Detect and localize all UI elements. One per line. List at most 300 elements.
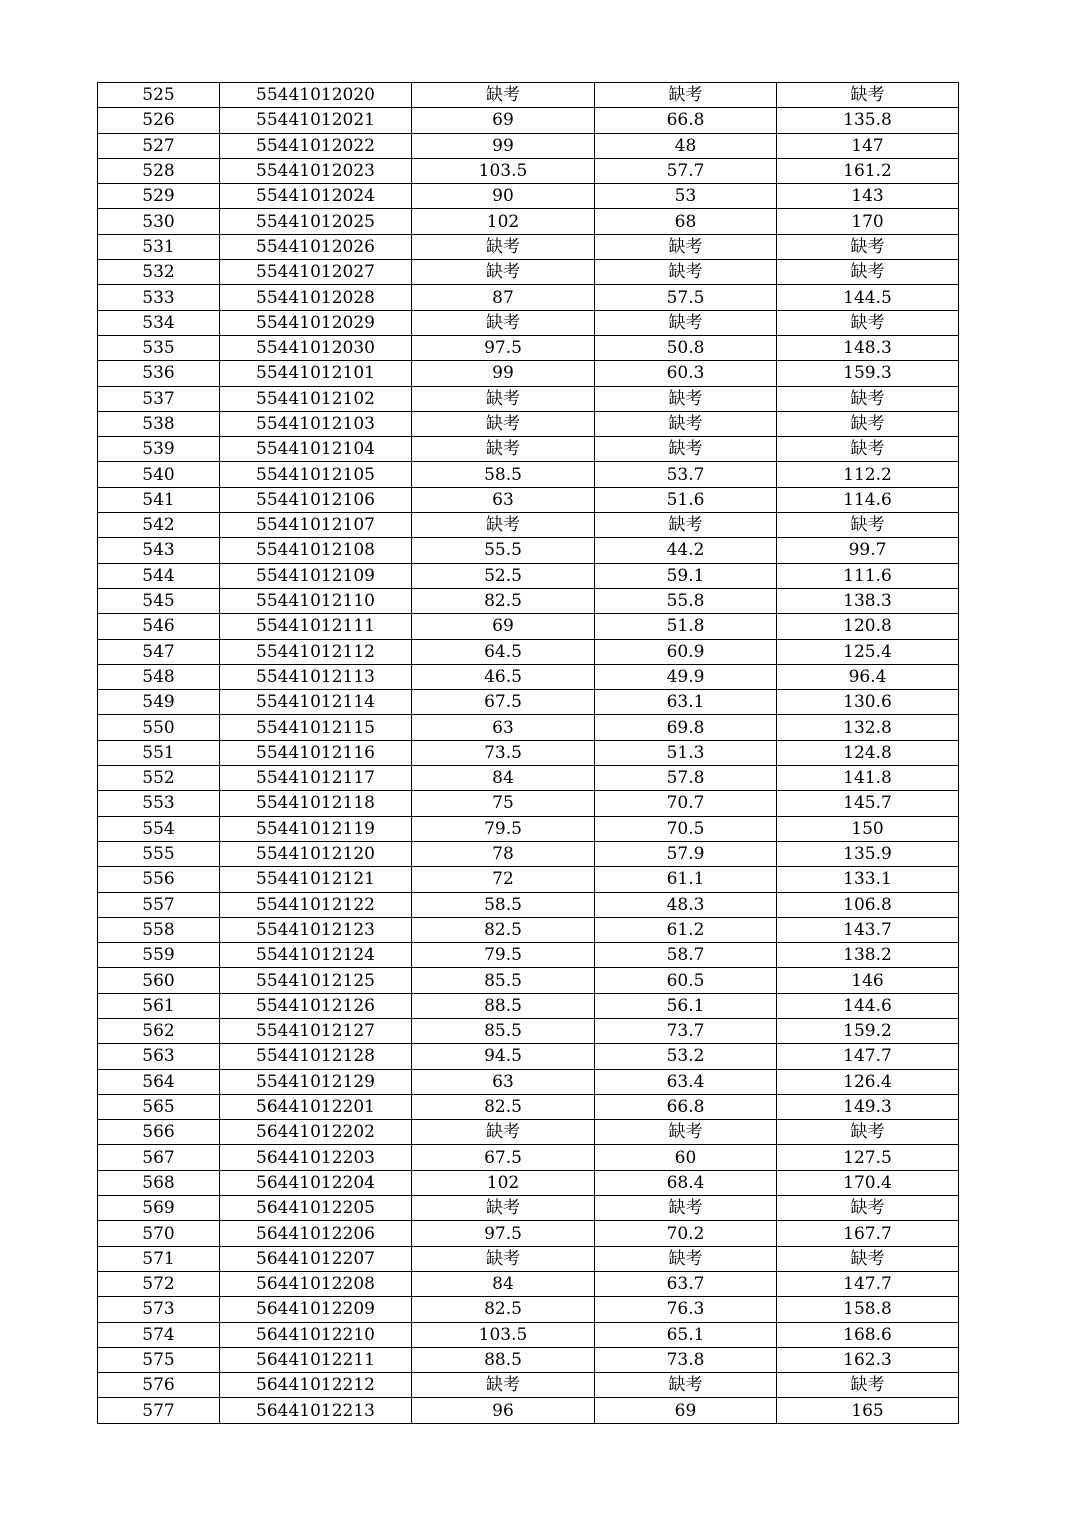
row-number-cell: 527 xyxy=(98,133,220,158)
score-1-cell: 99 xyxy=(412,361,595,386)
total-score-cell: 106.8 xyxy=(777,892,959,917)
total-score-cell: 149.3 xyxy=(777,1094,959,1119)
candidate-id-cell: 56441012210 xyxy=(220,1322,412,1347)
row-number-cell: 555 xyxy=(98,841,220,866)
total-score-cell: 缺考 xyxy=(777,1196,959,1221)
row-number-cell: 541 xyxy=(98,487,220,512)
row-number-cell: 553 xyxy=(98,791,220,816)
row-number-cell: 547 xyxy=(98,639,220,664)
table-row xyxy=(98,1373,959,1398)
score-1-cell: 缺考 xyxy=(412,1196,595,1221)
total-score-cell: 135.8 xyxy=(777,108,959,133)
total-score-cell: 150 xyxy=(777,816,959,841)
row-number-cell: 573 xyxy=(98,1297,220,1322)
table-row xyxy=(98,614,959,639)
score-1-cell: 缺考 xyxy=(412,386,595,411)
score-1-cell: 69 xyxy=(412,108,595,133)
score-2-cell: 70.7 xyxy=(595,791,777,816)
total-score-cell: 159.2 xyxy=(777,1018,959,1043)
table-row xyxy=(98,1347,959,1372)
score-1-cell: 缺考 xyxy=(412,1120,595,1145)
row-number-cell: 543 xyxy=(98,538,220,563)
row-number-cell: 567 xyxy=(98,1145,220,1170)
table-row xyxy=(98,310,959,335)
candidate-id-cell: 55441012113 xyxy=(220,664,412,689)
score-2-cell: 51.6 xyxy=(595,487,777,512)
table-row xyxy=(98,462,959,487)
candidate-id-cell: 56441012204 xyxy=(220,1170,412,1195)
score-2-cell: 缺考 xyxy=(595,1120,777,1145)
candidate-id-cell: 56441012207 xyxy=(220,1246,412,1271)
row-number-cell: 560 xyxy=(98,968,220,993)
score-1-cell: 67.5 xyxy=(412,690,595,715)
candidate-id-cell: 55441012111 xyxy=(220,614,412,639)
row-number-cell: 552 xyxy=(98,766,220,791)
score-2-cell: 60.5 xyxy=(595,968,777,993)
row-number-cell: 533 xyxy=(98,285,220,310)
score-1-cell: 63 xyxy=(412,487,595,512)
row-number-cell: 545 xyxy=(98,588,220,613)
candidate-id-cell: 55441012116 xyxy=(220,740,412,765)
table-row xyxy=(98,1246,959,1271)
score-2-cell: 60.9 xyxy=(595,639,777,664)
total-score-cell: 144.5 xyxy=(777,285,959,310)
candidate-id-cell: 55441012120 xyxy=(220,841,412,866)
total-score-cell: 124.8 xyxy=(777,740,959,765)
row-number-cell: 572 xyxy=(98,1271,220,1296)
total-score-cell: 135.9 xyxy=(777,841,959,866)
score-2-cell: 缺考 xyxy=(595,83,777,108)
candidate-id-cell: 55441012102 xyxy=(220,386,412,411)
row-number-cell: 576 xyxy=(98,1373,220,1398)
table-row xyxy=(98,867,959,892)
candidate-id-cell: 56441012209 xyxy=(220,1297,412,1322)
score-1-cell: 69 xyxy=(412,614,595,639)
row-number-cell: 562 xyxy=(98,1018,220,1043)
table-row xyxy=(98,715,959,740)
table-row xyxy=(98,1322,959,1347)
total-score-cell: 111.6 xyxy=(777,563,959,588)
row-number-cell: 549 xyxy=(98,690,220,715)
row-number-cell: 550 xyxy=(98,715,220,740)
row-number-cell: 539 xyxy=(98,437,220,462)
table-row xyxy=(98,158,959,183)
candidate-id-cell: 55441012127 xyxy=(220,1018,412,1043)
row-number-cell: 532 xyxy=(98,260,220,285)
score-2-cell: 68.4 xyxy=(595,1170,777,1195)
table-row xyxy=(98,993,959,1018)
score-1-cell: 84 xyxy=(412,766,595,791)
table-row xyxy=(98,1221,959,1246)
table-row xyxy=(98,285,959,310)
score-1-cell: 63 xyxy=(412,1069,595,1094)
candidate-id-cell: 55441012106 xyxy=(220,487,412,512)
candidate-id-cell: 55441012104 xyxy=(220,437,412,462)
score-1-cell: 缺考 xyxy=(412,437,595,462)
candidate-id-cell: 56441012213 xyxy=(220,1398,412,1423)
total-score-cell: 138.3 xyxy=(777,588,959,613)
total-score-cell: 132.8 xyxy=(777,715,959,740)
total-score-cell: 170.4 xyxy=(777,1170,959,1195)
candidate-id-cell: 55441012126 xyxy=(220,993,412,1018)
candidate-id-cell: 55441012107 xyxy=(220,513,412,538)
row-number-cell: 525 xyxy=(98,83,220,108)
total-score-cell: 缺考 xyxy=(777,437,959,462)
score-2-cell: 76.3 xyxy=(595,1297,777,1322)
score-2-cell: 缺考 xyxy=(595,437,777,462)
score-1-cell: 82.5 xyxy=(412,1094,595,1119)
row-number-cell: 557 xyxy=(98,892,220,917)
row-number-cell: 548 xyxy=(98,664,220,689)
table-row xyxy=(98,563,959,588)
score-1-cell: 73.5 xyxy=(412,740,595,765)
total-score-cell: 127.5 xyxy=(777,1145,959,1170)
row-number-cell: 540 xyxy=(98,462,220,487)
total-score-cell: 170 xyxy=(777,209,959,234)
score-1-cell: 缺考 xyxy=(412,260,595,285)
total-score-cell: 133.1 xyxy=(777,867,959,892)
score-2-cell: 49.9 xyxy=(595,664,777,689)
table-row xyxy=(98,487,959,512)
total-score-cell: 缺考 xyxy=(777,1246,959,1271)
candidate-id-cell: 55441012122 xyxy=(220,892,412,917)
candidate-id-cell: 55441012025 xyxy=(220,209,412,234)
score-1-cell: 99 xyxy=(412,133,595,158)
score-2-cell: 缺考 xyxy=(595,513,777,538)
score-2-cell: 57.7 xyxy=(595,158,777,183)
row-number-cell: 568 xyxy=(98,1170,220,1195)
table-row xyxy=(98,1094,959,1119)
total-score-cell: 159.3 xyxy=(777,361,959,386)
table-row xyxy=(98,664,959,689)
candidate-id-cell: 55441012028 xyxy=(220,285,412,310)
candidate-id-cell: 55441012023 xyxy=(220,158,412,183)
score-2-cell: 51.3 xyxy=(595,740,777,765)
candidate-id-cell: 55441012128 xyxy=(220,1044,412,1069)
total-score-cell: 168.6 xyxy=(777,1322,959,1347)
score-2-cell: 44.2 xyxy=(595,538,777,563)
row-number-cell: 551 xyxy=(98,740,220,765)
score-1-cell: 94.5 xyxy=(412,1044,595,1069)
score-2-cell: 58.7 xyxy=(595,943,777,968)
score-1-cell: 75 xyxy=(412,791,595,816)
score-2-cell: 缺考 xyxy=(595,386,777,411)
score-1-cell: 87 xyxy=(412,285,595,310)
total-score-cell: 96.4 xyxy=(777,664,959,689)
score-1-cell: 82.5 xyxy=(412,1297,595,1322)
row-number-cell: 559 xyxy=(98,943,220,968)
score-2-cell: 48 xyxy=(595,133,777,158)
total-score-cell: 112.2 xyxy=(777,462,959,487)
candidate-id-cell: 55441012103 xyxy=(220,411,412,436)
table-row xyxy=(98,1044,959,1069)
candidate-id-cell: 55441012108 xyxy=(220,538,412,563)
score-1-cell: 97.5 xyxy=(412,1221,595,1246)
row-number-cell: 569 xyxy=(98,1196,220,1221)
score-2-cell: 缺考 xyxy=(595,1196,777,1221)
score-1-cell: 缺考 xyxy=(412,1246,595,1271)
score-2-cell: 50.8 xyxy=(595,335,777,360)
score-2-cell: 57.9 xyxy=(595,841,777,866)
score-2-cell: 66.8 xyxy=(595,1094,777,1119)
row-number-cell: 535 xyxy=(98,335,220,360)
candidate-id-cell: 55441012105 xyxy=(220,462,412,487)
candidate-id-cell: 56441012212 xyxy=(220,1373,412,1398)
row-number-cell: 537 xyxy=(98,386,220,411)
score-2-cell: 缺考 xyxy=(595,310,777,335)
score-2-cell: 55.8 xyxy=(595,588,777,613)
total-score-cell: 145.7 xyxy=(777,791,959,816)
total-score-cell: 148.3 xyxy=(777,335,959,360)
score-1-cell: 84 xyxy=(412,1271,595,1296)
total-score-cell: 167.7 xyxy=(777,1221,959,1246)
total-score-cell: 99.7 xyxy=(777,538,959,563)
score-1-cell: 82.5 xyxy=(412,917,595,942)
candidate-id-cell: 55441012124 xyxy=(220,943,412,968)
score-2-cell: 60 xyxy=(595,1145,777,1170)
total-score-cell: 143.7 xyxy=(777,917,959,942)
table-row xyxy=(98,943,959,968)
score-1-cell: 97.5 xyxy=(412,335,595,360)
total-score-cell: 缺考 xyxy=(777,310,959,335)
table-row xyxy=(98,1196,959,1221)
table-row xyxy=(98,513,959,538)
total-score-cell: 130.6 xyxy=(777,690,959,715)
table-row xyxy=(98,411,959,436)
score-1-cell: 88.5 xyxy=(412,993,595,1018)
score-1-cell: 78 xyxy=(412,841,595,866)
candidate-id-cell: 56441012205 xyxy=(220,1196,412,1221)
row-number-cell: 564 xyxy=(98,1069,220,1094)
row-number-cell: 544 xyxy=(98,563,220,588)
table-row xyxy=(98,108,959,133)
score-2-cell: 63.1 xyxy=(595,690,777,715)
candidate-id-cell: 55441012129 xyxy=(220,1069,412,1094)
row-number-cell: 571 xyxy=(98,1246,220,1271)
score-2-cell: 61.1 xyxy=(595,867,777,892)
score-2-cell: 缺考 xyxy=(595,1246,777,1271)
table-row xyxy=(98,437,959,462)
score-2-cell: 70.5 xyxy=(595,816,777,841)
row-number-cell: 542 xyxy=(98,513,220,538)
total-score-cell: 146 xyxy=(777,968,959,993)
table-row xyxy=(98,184,959,209)
table-row xyxy=(98,791,959,816)
table-row xyxy=(98,841,959,866)
candidate-id-cell: 55441012020 xyxy=(220,83,412,108)
score-2-cell: 48.3 xyxy=(595,892,777,917)
row-number-cell: 556 xyxy=(98,867,220,892)
score-1-cell: 67.5 xyxy=(412,1145,595,1170)
total-score-cell: 缺考 xyxy=(777,386,959,411)
total-score-cell: 158.8 xyxy=(777,1297,959,1322)
row-number-cell: 526 xyxy=(98,108,220,133)
row-number-cell: 529 xyxy=(98,184,220,209)
score-2-cell: 缺考 xyxy=(595,260,777,285)
score-2-cell: 53.7 xyxy=(595,462,777,487)
candidate-id-cell: 55441012117 xyxy=(220,766,412,791)
table-row xyxy=(98,1398,959,1423)
candidate-id-cell: 55441012026 xyxy=(220,234,412,259)
score-1-cell: 58.5 xyxy=(412,462,595,487)
score-1-cell: 55.5 xyxy=(412,538,595,563)
table-row xyxy=(98,361,959,386)
score-1-cell: 缺考 xyxy=(412,310,595,335)
candidate-id-cell: 55441012027 xyxy=(220,260,412,285)
score-1-cell: 85.5 xyxy=(412,968,595,993)
total-score-cell: 126.4 xyxy=(777,1069,959,1094)
total-score-cell: 缺考 xyxy=(777,1120,959,1145)
candidate-id-cell: 55441012021 xyxy=(220,108,412,133)
total-score-cell: 138.2 xyxy=(777,943,959,968)
total-score-cell: 缺考 xyxy=(777,1373,959,1398)
table-row xyxy=(98,1145,959,1170)
candidate-id-cell: 55441012029 xyxy=(220,310,412,335)
total-score-cell: 缺考 xyxy=(777,260,959,285)
score-2-cell: 69.8 xyxy=(595,715,777,740)
candidate-id-cell: 56441012206 xyxy=(220,1221,412,1246)
score-2-cell: 66.8 xyxy=(595,108,777,133)
row-number-cell: 577 xyxy=(98,1398,220,1423)
score-2-cell: 51.8 xyxy=(595,614,777,639)
candidate-id-cell: 55441012118 xyxy=(220,791,412,816)
candidate-id-cell: 55441012110 xyxy=(220,588,412,613)
row-number-cell: 575 xyxy=(98,1347,220,1372)
total-score-cell: 147.7 xyxy=(777,1271,959,1296)
score-2-cell: 63.7 xyxy=(595,1271,777,1296)
score-1-cell: 85.5 xyxy=(412,1018,595,1043)
table-row xyxy=(98,588,959,613)
row-number-cell: 570 xyxy=(98,1221,220,1246)
score-1-cell: 103.5 xyxy=(412,1322,595,1347)
score-1-cell: 82.5 xyxy=(412,588,595,613)
candidate-id-cell: 55441012109 xyxy=(220,563,412,588)
candidate-id-cell: 55441012123 xyxy=(220,917,412,942)
score-1-cell: 缺考 xyxy=(412,411,595,436)
row-number-cell: 536 xyxy=(98,361,220,386)
score-2-cell: 68 xyxy=(595,209,777,234)
row-number-cell: 558 xyxy=(98,917,220,942)
table-row xyxy=(98,766,959,791)
table-row xyxy=(98,1018,959,1043)
score-2-cell: 56.1 xyxy=(595,993,777,1018)
table-row xyxy=(98,1271,959,1296)
score-2-cell: 57.8 xyxy=(595,766,777,791)
candidate-id-cell: 55441012030 xyxy=(220,335,412,360)
candidate-id-cell: 56441012201 xyxy=(220,1094,412,1119)
candidate-id-cell: 55441012101 xyxy=(220,361,412,386)
table-row xyxy=(98,1069,959,1094)
total-score-cell: 161.2 xyxy=(777,158,959,183)
candidate-id-cell: 55441012125 xyxy=(220,968,412,993)
score-1-cell: 103.5 xyxy=(412,158,595,183)
row-number-cell: 574 xyxy=(98,1322,220,1347)
candidate-id-cell: 55441012115 xyxy=(220,715,412,740)
score-1-cell: 72 xyxy=(412,867,595,892)
score-1-cell: 88.5 xyxy=(412,1347,595,1372)
score-2-cell: 53.2 xyxy=(595,1044,777,1069)
score-1-cell: 79.5 xyxy=(412,816,595,841)
score-2-cell: 70.2 xyxy=(595,1221,777,1246)
score-1-cell: 102 xyxy=(412,1170,595,1195)
table-row xyxy=(98,234,959,259)
row-number-cell: 554 xyxy=(98,816,220,841)
total-score-cell: 缺考 xyxy=(777,513,959,538)
table-row xyxy=(98,133,959,158)
candidate-id-cell: 55441012114 xyxy=(220,690,412,715)
table-row xyxy=(98,1297,959,1322)
total-score-cell: 缺考 xyxy=(777,83,959,108)
total-score-cell: 125.4 xyxy=(777,639,959,664)
score-2-cell: 60.3 xyxy=(595,361,777,386)
score-1-cell: 79.5 xyxy=(412,943,595,968)
candidate-id-cell: 56441012203 xyxy=(220,1145,412,1170)
row-number-cell: 528 xyxy=(98,158,220,183)
table-row xyxy=(98,538,959,563)
total-score-cell: 120.8 xyxy=(777,614,959,639)
total-score-cell: 114.6 xyxy=(777,487,959,512)
table-row xyxy=(98,1170,959,1195)
total-score-cell: 162.3 xyxy=(777,1347,959,1372)
table-row xyxy=(98,816,959,841)
total-score-cell: 141.8 xyxy=(777,766,959,791)
score-2-cell: 缺考 xyxy=(595,1373,777,1398)
row-number-cell: 566 xyxy=(98,1120,220,1145)
table-row xyxy=(98,386,959,411)
row-number-cell: 565 xyxy=(98,1094,220,1119)
candidate-id-cell: 55441012121 xyxy=(220,867,412,892)
table-row xyxy=(98,639,959,664)
score-2-cell: 59.1 xyxy=(595,563,777,588)
score-1-cell: 缺考 xyxy=(412,83,595,108)
total-score-cell: 缺考 xyxy=(777,411,959,436)
table-row xyxy=(98,892,959,917)
score-2-cell: 73.7 xyxy=(595,1018,777,1043)
score-2-cell: 57.5 xyxy=(595,285,777,310)
row-number-cell: 534 xyxy=(98,310,220,335)
table-row xyxy=(98,740,959,765)
table-row xyxy=(98,968,959,993)
score-2-cell: 65.1 xyxy=(595,1322,777,1347)
score-1-cell: 缺考 xyxy=(412,234,595,259)
table-row xyxy=(98,335,959,360)
candidate-id-cell: 55441012022 xyxy=(220,133,412,158)
score-2-cell: 63.4 xyxy=(595,1069,777,1094)
score-table-body xyxy=(98,83,959,1424)
candidate-id-cell: 56441012202 xyxy=(220,1120,412,1145)
candidate-id-cell: 56441012208 xyxy=(220,1271,412,1296)
score-1-cell: 缺考 xyxy=(412,1373,595,1398)
total-score-cell: 143 xyxy=(777,184,959,209)
candidate-id-cell: 55441012024 xyxy=(220,184,412,209)
row-number-cell: 531 xyxy=(98,234,220,259)
score-2-cell: 73.8 xyxy=(595,1347,777,1372)
score-1-cell: 58.5 xyxy=(412,892,595,917)
score-1-cell: 90 xyxy=(412,184,595,209)
row-number-cell: 546 xyxy=(98,614,220,639)
score-1-cell: 52.5 xyxy=(412,563,595,588)
row-number-cell: 563 xyxy=(98,1044,220,1069)
total-score-cell: 147 xyxy=(777,133,959,158)
score-2-cell: 53 xyxy=(595,184,777,209)
score-2-cell: 缺考 xyxy=(595,411,777,436)
table-row xyxy=(98,690,959,715)
score-2-cell: 69 xyxy=(595,1398,777,1423)
table-row xyxy=(98,1120,959,1145)
score-1-cell: 缺考 xyxy=(412,513,595,538)
table-row xyxy=(98,209,959,234)
score-table xyxy=(97,82,959,1424)
